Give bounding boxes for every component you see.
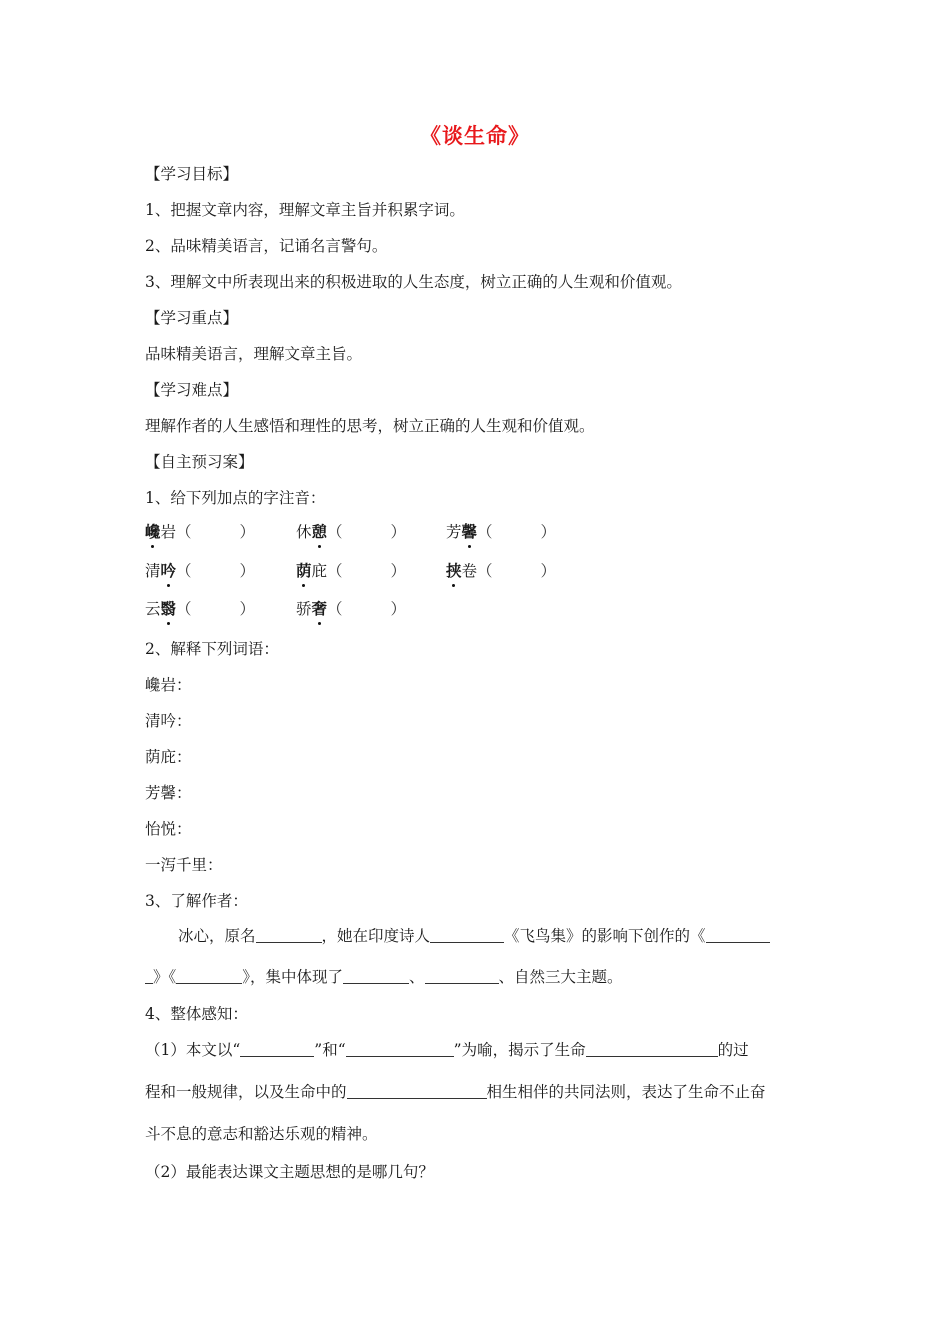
preview-heading: 【自主预习案】	[145, 453, 254, 471]
blank[interactable]	[706, 926, 770, 943]
dotted-char: 吟	[160, 561, 177, 580]
document-title: 《谈生命》	[420, 124, 530, 148]
pinyin-item: 巉岩（ ）	[145, 522, 256, 541]
q3-prompt: 3、了解作者：	[145, 892, 248, 910]
term-item: 巉岩：	[145, 676, 192, 694]
pinyin-item: 清吟（ ）	[145, 561, 256, 580]
blank[interactable]	[240, 1040, 314, 1057]
q4-part1-line2: 程和一般规律，以及生命中的 相生相伴的共同法则，表达了生命不止奋	[145, 1083, 766, 1101]
dotted-char: 荫	[296, 561, 312, 580]
blank[interactable]	[176, 967, 242, 984]
focus-text: 品味精美语言，理解文章主旨。	[145, 345, 363, 363]
blank[interactable]	[347, 1082, 487, 1099]
q2-prompt: 2、解释下列词语：	[145, 640, 279, 658]
blank[interactable]	[425, 967, 499, 984]
q4-part2: （2）最能表达课文主题思想的是哪几句？	[145, 1163, 434, 1181]
pinyin-item: 荫庇（ ）	[296, 561, 407, 580]
dotted-char: 奢	[311, 599, 328, 618]
term-item: 怡悦：	[145, 820, 192, 838]
blank[interactable]	[586, 1040, 718, 1057]
goal-item: 1、把握文章内容，理解文章主旨并积累字词。	[145, 201, 465, 219]
author-line-2: 》《 》，集中体现了 、 、自然三大主题。	[145, 967, 623, 987]
q4-part1-line3: 斗不息的意志和豁达乐观的精神。	[145, 1125, 378, 1143]
difficulty-heading: 【学习难点】	[145, 381, 239, 399]
term-item: 一泻千里：	[145, 856, 223, 874]
goal-item: 2、品味精美语言，记诵名言警句。	[145, 237, 388, 255]
term-item: 荫庇：	[145, 748, 192, 766]
blank[interactable]	[346, 1040, 454, 1057]
pinyin-item: 云翳（ ）	[145, 599, 256, 618]
q4-part1-line1: （1）本文以“ ”和“ ”为喻，揭示了生命 的过	[145, 1041, 749, 1059]
goals-heading: 【学习目标】	[145, 165, 239, 183]
dotted-char: 巉	[145, 522, 161, 541]
author-line-1: 冰心，原名 ，她在印度诗人 《飞鸟集》的影响下创作的《	[178, 926, 770, 946]
dotted-char: 挟	[446, 561, 462, 580]
dotted-char: 憩	[311, 522, 328, 541]
pinyin-item: 挟卷（ ）	[446, 561, 557, 580]
blank[interactable]	[145, 967, 153, 984]
dotted-char: 翳	[160, 599, 177, 618]
pinyin-item: 骄奢（ ）	[296, 599, 407, 618]
dotted-char: 馨	[461, 522, 478, 541]
focus-heading: 【学习重点】	[145, 309, 239, 327]
q1-prompt: 1、给下列加点的字注音：	[145, 489, 326, 507]
q4-prompt: 4、整体感知：	[145, 1005, 248, 1023]
term-item: 芳馨：	[145, 784, 192, 802]
term-item: 清吟：	[145, 712, 192, 730]
pinyin-item: 芳馨（ ）	[446, 522, 557, 541]
pinyin-item: 休憩（ ）	[296, 522, 407, 541]
blank[interactable]	[256, 926, 322, 943]
blank[interactable]	[430, 926, 504, 943]
goal-item: 3、理解文中所表现出来的积极进取的人生态度，树立正确的人生观和价值观。	[145, 273, 682, 291]
difficulty-text: 理解作者的人生感悟和理性的思考，树立正确的人生观和价值观。	[145, 417, 595, 435]
blank[interactable]	[343, 967, 409, 984]
